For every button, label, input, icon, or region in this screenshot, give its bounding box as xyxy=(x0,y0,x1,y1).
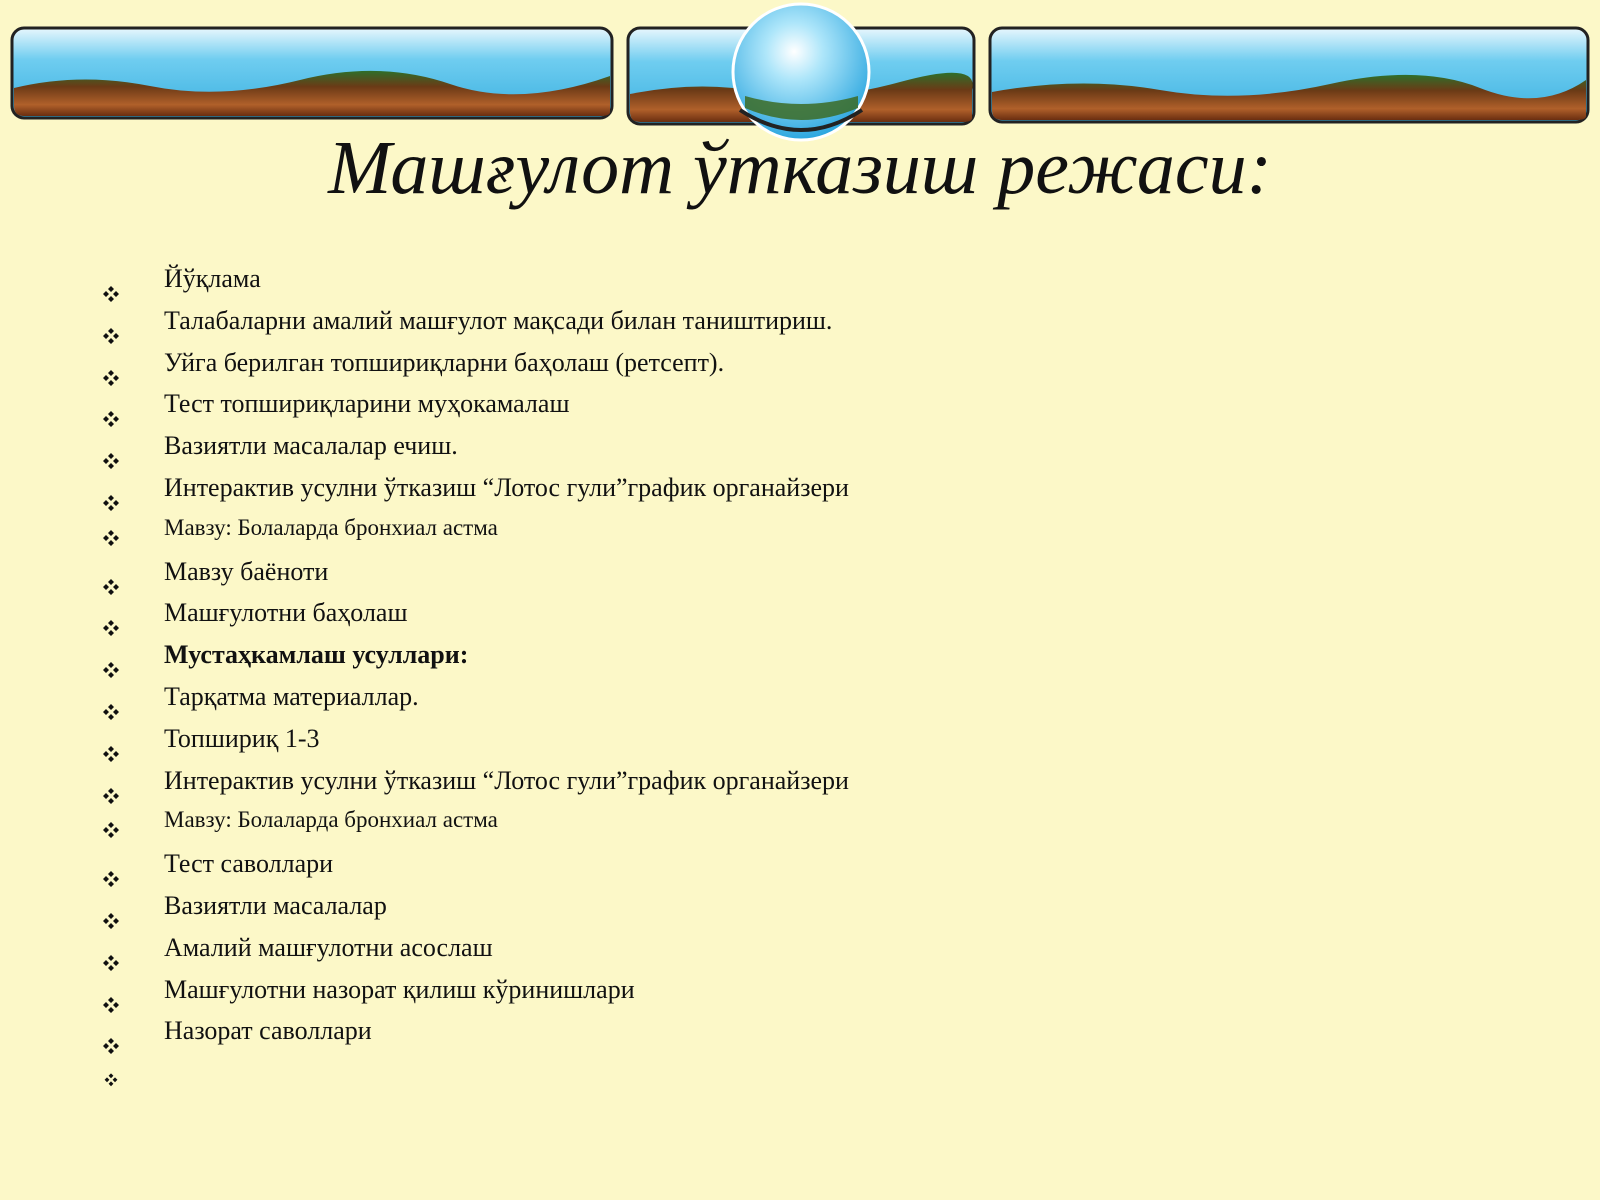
list-item-text: Талабаларни амалий машғулот мақсади билан таништириш. xyxy=(164,305,833,335)
list-item xyxy=(102,801,1502,843)
list-item xyxy=(102,676,1502,718)
list-item-text: Мустаҳкамлаш усуллари: xyxy=(164,640,469,670)
four-diamond-bullet-icon xyxy=(102,608,120,626)
list-item xyxy=(102,258,1502,300)
list-item xyxy=(102,592,1502,634)
list-item-text: Вазиятли масалалар ечиш. xyxy=(164,431,458,461)
list-item xyxy=(102,383,1502,425)
list-item-text: Интерактив усулни ўтказиш “Лотос гули”график органайзери xyxy=(164,472,849,502)
four-diamond-bullet-icon xyxy=(102,985,120,1003)
four-diamond-bullet-icon xyxy=(102,813,120,831)
list-item xyxy=(102,843,1502,885)
list-item xyxy=(102,634,1502,676)
list-item-text: Тест топшириқларини муҳокамалаш xyxy=(164,389,570,419)
list-item-text: Мавзу баёноти xyxy=(164,556,329,586)
list-item-text: Назорат саволлари xyxy=(164,1016,372,1046)
four-diamond-bullet-icon xyxy=(102,316,120,334)
list-item xyxy=(102,509,1502,551)
list-item xyxy=(102,300,1502,342)
list-item xyxy=(102,969,1502,1011)
list-item xyxy=(102,885,1502,927)
list-item-text: Вазиятли масалалар xyxy=(164,890,387,920)
four-diamond-bullet-icon xyxy=(102,776,120,794)
four-diamond-bullet-icon xyxy=(102,521,120,539)
four-diamond-bullet-icon xyxy=(102,692,120,710)
list-item-text: Мавзу: Болаларда бронхиал астма xyxy=(164,807,498,833)
list-item-text: Амалий машғулотни асослаш xyxy=(164,932,493,962)
list-item xyxy=(102,467,1502,509)
list-item xyxy=(102,927,1502,969)
four-diamond-bullet-icon xyxy=(102,274,120,292)
four-diamond-bullet-icon xyxy=(102,901,120,919)
four-diamond-bullet-icon xyxy=(102,650,120,668)
list-item xyxy=(102,760,1502,802)
four-diamond-bullet-icon xyxy=(104,1064,118,1078)
list-item xyxy=(102,1052,1502,1094)
list-item xyxy=(102,718,1502,760)
list-item-text: Тарқатма материаллар. xyxy=(164,681,419,711)
list-item-text: Машғулотни баҳолаш xyxy=(164,598,408,628)
four-diamond-bullet-icon xyxy=(102,399,120,417)
four-diamond-bullet-icon xyxy=(102,943,120,961)
list-item-text: Тест саволлари xyxy=(164,849,334,879)
list-item xyxy=(102,551,1502,593)
four-diamond-bullet-icon xyxy=(102,734,120,752)
list-item-text: Уйга берилган топшириқларни баҳолаш (ретсепт). xyxy=(164,347,725,377)
list-item-text: Йўқлама xyxy=(164,264,261,293)
list-item-text: Машғулотни назорат қилиш кўринишлари xyxy=(164,974,635,1004)
list-item xyxy=(102,1010,1502,1052)
four-diamond-bullet-icon xyxy=(102,441,120,459)
list-item xyxy=(102,425,1502,467)
list-item-text: Топшириқ 1-3 xyxy=(164,723,320,753)
list-item-text: Мавзу: Болаларда бронхиал астма xyxy=(164,514,498,540)
four-diamond-bullet-icon xyxy=(102,567,120,585)
four-diamond-bullet-icon xyxy=(102,483,120,501)
list-item-text: Интерактив усулни ўтказиш “Лотос гули”график органайзери xyxy=(164,765,849,795)
four-diamond-bullet-icon xyxy=(102,358,120,376)
list-item xyxy=(102,342,1502,384)
page-title: Машғулот ўтказиш режаси: xyxy=(328,126,1272,210)
four-diamond-bullet-icon xyxy=(102,1026,120,1044)
four-diamond-bullet-icon xyxy=(102,859,120,877)
agenda-list xyxy=(102,258,1502,1094)
